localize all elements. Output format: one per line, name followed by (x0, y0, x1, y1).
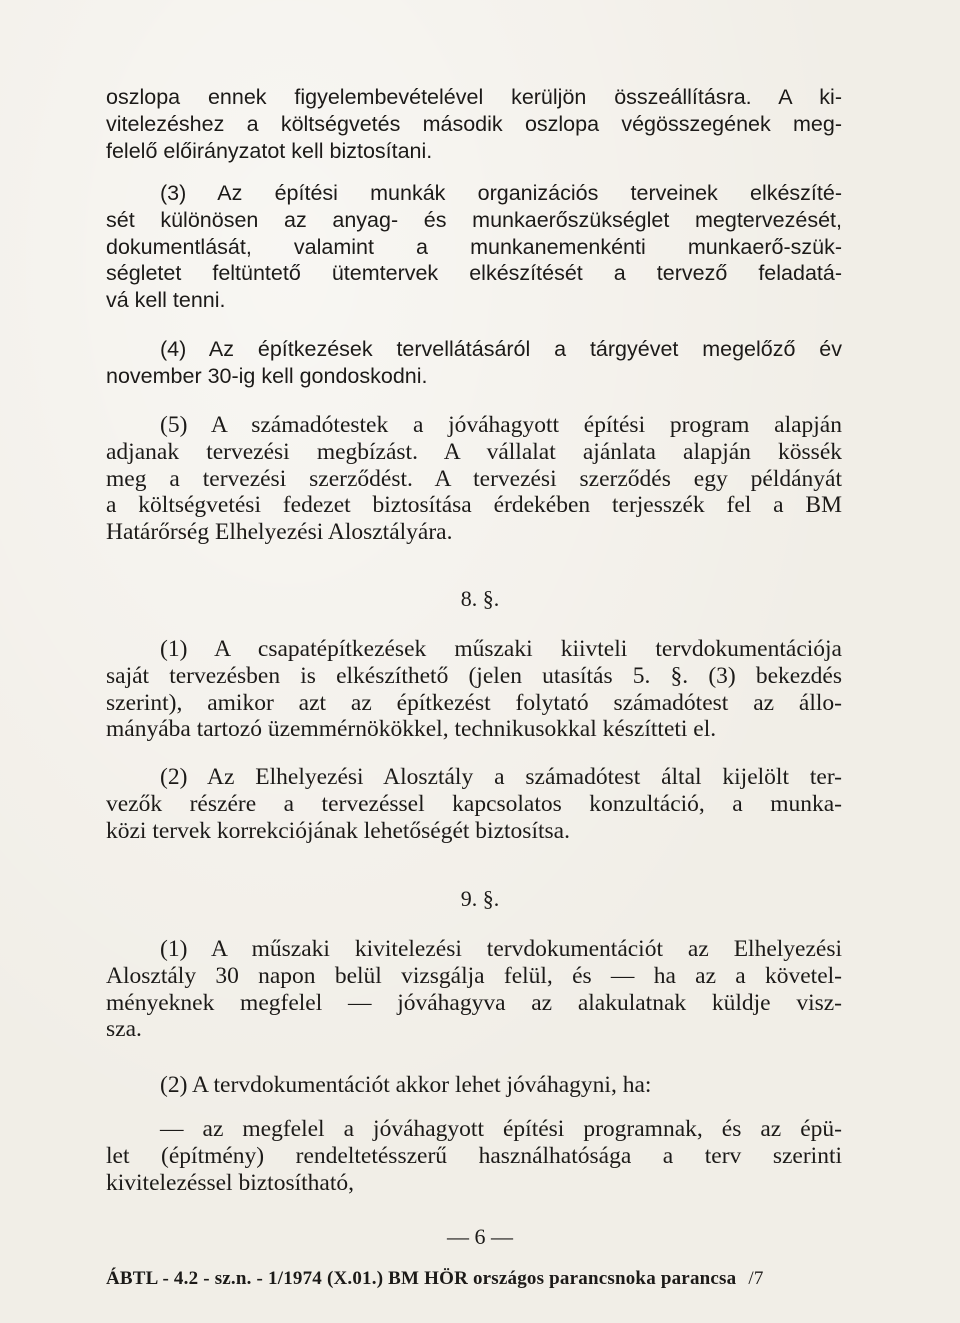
text-line: Határőrség Elhelyezési Alosztályára. (106, 519, 453, 546)
text-line: mányába tartozó üzemmérnökökkel, technikusokkal készítteti el. (106, 716, 717, 743)
text-line: november 30-ig kell gondoskodni. (106, 363, 428, 388)
section-8-paragraph-2 (106, 764, 842, 844)
text-line: szerint), amikor azt az építkezést folytató számadótest az állo- (106, 689, 842, 716)
footer-page: /7 (748, 1268, 764, 1289)
section-heading-9: 9. §. (460, 886, 500, 911)
text-line: ségletet feltüntető ütemtervek elkészítését a tervező feladatá- (106, 261, 842, 286)
text-line: felelő előirányzatot kell biztosítani. (106, 138, 433, 163)
text-line: kivitelezéssel biztosítható, (106, 1169, 354, 1196)
paragraph-continuation (106, 84, 842, 164)
text-line: vitelezéshez a költségvetés második oszlopa végösszegének meg- (106, 111, 842, 136)
text-line: ményeknek megfelel — jóváhagyva az alakulatnak küldje visz- (106, 989, 842, 1016)
text-line: meg a tervezési szerződést. A tervezési szerződés egy példányát (106, 465, 842, 492)
text-line: a költségvetési fedezet biztosítása érdekében terjesszék fel a BM (106, 492, 842, 519)
text-line: let (építmény) rendeltetésszerű használhatósága a terv szerinti (106, 1142, 842, 1169)
page-number: — 6 — (447, 1224, 513, 1249)
section-9-paragraph-1 (106, 936, 842, 1043)
text-line: Alosztály 30 napon belül vizsgálja felül, és — ha az a követel- (106, 962, 842, 989)
text-line: (2) A tervdokumentációt akkor lehet jóváhagyni, ha: (160, 1072, 652, 1098)
footer-reference: ÁBTL - 4.2 - sz.n. - 1/1974 (X.01.) BM HÖR országos parancsnoka parancsa (106, 1268, 737, 1289)
text-line: közi tervek korrekciójának lehetőségét biztosítsa. (106, 817, 570, 844)
archive-footer (106, 1268, 846, 1290)
section-9-paragraph-2 (106, 1072, 842, 1099)
paragraph-3 (106, 180, 842, 314)
text-line: — az megfelel a jóváhagyott építési programnak, és az épü- (160, 1116, 842, 1142)
text-line: vezők részére a tervezéssel kapcsolatos konzultáció, a munka- (106, 790, 842, 817)
text-line: saját tervezésben is elkészíthető (jelen utasítás 5. §. (3) bekezdés (106, 662, 842, 689)
section-heading-8: 8. §. (460, 586, 500, 611)
paragraph-5 (106, 412, 842, 546)
text-line: sza. (106, 1016, 142, 1043)
text-line: dokumentlását, valamint a munkanemenkénti munkaerő-szük- (106, 234, 842, 259)
text-line: oszlopa ennek figyelembevételével kerüljön összeállításra. A ki- (106, 85, 842, 109)
paragraph-4 (106, 336, 842, 390)
text-line: sét különösen az anyag- és munkaerőszükséglet megtervezését, (106, 207, 842, 232)
text-line: adjanak tervezési megbízást. A vállalat ajánlata alapján kössék (106, 438, 842, 465)
text-line: (1) A csapatépítkezések műszaki kiivteli tervdokumentációja (160, 636, 842, 662)
text-line: (2) Az Elhelyezési Alosztály a számadótest által kijelölt ter- (160, 764, 842, 790)
text-line: (5) A számadótestek a jóváhagyott építési program alapján (160, 412, 842, 438)
list-item-dash (106, 1116, 842, 1196)
text-line: (4) Az építkezések tervellátásáról a tárgyévet megelőző év (160, 337, 842, 361)
text-line: (1) A műszaki kivitelezési tervdokumentációt az Elhelyezési (160, 936, 842, 962)
section-8-paragraph-1 (106, 636, 842, 743)
text-line: (3) Az építési munkák organizációs terveinek elkészíté- (160, 181, 842, 205)
text-line: vá kell tenni. (106, 288, 226, 313)
